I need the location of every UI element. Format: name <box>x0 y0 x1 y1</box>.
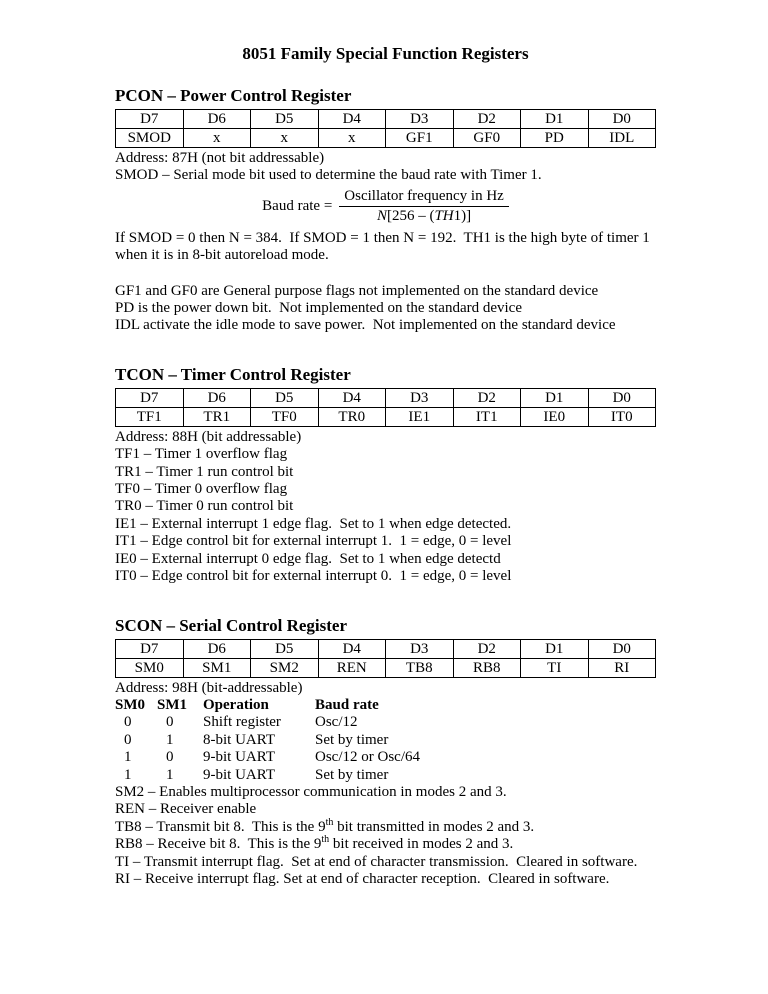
tcon-bit-desc-line: IT1 – Edge control bit for external interrupt 1. 1 = edge, 0 = level <box>115 533 512 550</box>
mode-cell: Set by timer <box>315 731 389 748</box>
mode-cell: 0 <box>124 714 132 731</box>
ordinal-superscript: th <box>321 834 330 846</box>
sm2-description-line: SM2 – Enables multiprocessor communication in modes 2 and 3. <box>115 783 507 800</box>
mode-cell: 0 <box>124 731 132 748</box>
bit-cell: D5 <box>251 110 319 129</box>
pcon-address-line: Address: 87H (not bit addressable) <box>115 150 325 166</box>
pcon-bit-name-row <box>116 129 656 148</box>
smod-if-line-2: when it is in 8-bit autoreload mode. <box>115 247 329 264</box>
tcon-bit-desc-line: TR1 – Timer 1 run control bit <box>115 463 294 480</box>
mode-cell: 0 <box>166 749 174 766</box>
bit-cell: D2 <box>453 639 521 658</box>
mode-cell: 1 <box>166 766 174 783</box>
bit-cell: D3 <box>386 639 454 658</box>
ren-description-line: REN – Receiver enable <box>115 801 257 818</box>
ordinal-superscript: th <box>325 816 334 828</box>
tb8-description-line: TB8 – Transmit bit 8. This is the 9th bit transmitted in modes 2 and 3. <box>115 816 535 835</box>
bit-cell: D5 <box>251 388 319 407</box>
bit-name-cell: RB8 <box>453 658 521 677</box>
section-scon <box>115 616 656 889</box>
bit-name-cell: SM1 <box>183 658 251 677</box>
bit-cell: D0 <box>588 639 656 658</box>
bit-name-cell: x <box>251 129 319 148</box>
bit-cell: D2 <box>453 388 521 407</box>
bit-name-cell: IDL <box>588 129 656 148</box>
rb8-description-line: RB8 – Receive bit 8. This is the 9th bit received in modes 2 and 3. <box>115 834 514 853</box>
mode-cell: 1 <box>124 749 132 766</box>
scon-address-line: Address: 98H (bit-addressable) <box>115 679 303 696</box>
bit-name-cell: REN <box>318 658 386 677</box>
bit-name-cell: TB8 <box>386 658 454 677</box>
bit-name-cell: TF0 <box>251 407 319 426</box>
bit-name-cell: TR1 <box>183 407 251 426</box>
tcon-bit-desc-line: IE1 – External interrupt 1 edge flag. Set to 1 when edge detected. <box>115 515 512 532</box>
tcon-heading: TCON – Timer Control Register <box>115 364 351 384</box>
tcon-bit-desc-line: IE0 – External interrupt 0 edge flag. Set to 1 when edge detectd <box>115 550 501 567</box>
bit-cell: D0 <box>588 110 656 129</box>
bit-cell: D5 <box>251 639 319 658</box>
mode-table-row <box>115 732 656 749</box>
scon-bit-header-row <box>116 639 656 658</box>
baud-rate-formula <box>115 188 656 225</box>
bit-name-cell: SMOD <box>116 129 184 148</box>
mode-cell: 1 <box>124 766 132 783</box>
bit-cell: D1 <box>521 639 589 658</box>
bit-name-cell: TI <box>521 658 589 677</box>
scon-heading: SCON – Serial Control Register <box>115 615 347 635</box>
bit-cell: D4 <box>318 388 386 407</box>
scon-bit-name-row <box>116 658 656 677</box>
mode-header-sm0: SM0 <box>115 696 145 713</box>
tcon-bit-desc-line: IT0 – Edge control bit for external interrupt 0. 1 = edge, 0 = level <box>115 568 512 585</box>
mode-cell: Set by timer <box>315 766 389 783</box>
bit-name-cell: RI <box>588 658 656 677</box>
mode-table-row <box>115 714 656 731</box>
ri-description-line: RI – Receive interrupt flag. Set at end of character reception. Cleared in software. <box>115 870 610 887</box>
mode-cell: 0 <box>166 714 174 731</box>
pd-bit-line: PD is the power down bit. Not implemented on the standard device <box>115 300 522 317</box>
bit-name-cell: x <box>183 129 251 148</box>
tcon-bit-desc-line: TF0 – Timer 0 overflow flag <box>115 481 288 498</box>
scon-register-table <box>115 639 656 678</box>
gf-flags-line: GF1 and GF0 are General purpose flags not implemented on the standard device <box>115 282 599 299</box>
bit-cell: D6 <box>183 639 251 658</box>
pcon-register-table <box>115 109 656 148</box>
ti-description-line: TI – Transmit interrupt flag. Set at end of character transmission. Cleared in software. <box>115 853 638 870</box>
mode-cell: 1 <box>166 731 174 748</box>
tcon-address-line: Address: 88H (bit addressable) <box>115 428 302 445</box>
section-pcon <box>115 86 656 335</box>
bit-cell: D0 <box>588 388 656 407</box>
mode-header-sm1: SM1 <box>157 696 187 713</box>
tcon-register-table <box>115 388 656 427</box>
mode-header-operation: Operation <box>203 696 269 713</box>
bit-cell: D7 <box>116 110 184 129</box>
formula-numerator: Oscillator frequency in Hz <box>344 187 504 204</box>
bit-name-cell: IE0 <box>521 407 589 426</box>
bit-name-cell: GF1 <box>386 129 454 148</box>
bit-name-cell: TR0 <box>318 407 386 426</box>
bit-cell: D2 <box>453 110 521 129</box>
mode-cell: Osc/12 or Osc/64 <box>315 749 420 766</box>
mode-table-header-row <box>115 697 656 714</box>
pcon-bit-header-row <box>116 110 656 129</box>
document-title: 8051 Family Special Function Registers <box>242 44 529 63</box>
bit-name-cell: PD <box>521 129 589 148</box>
bit-name-cell: IT1 <box>453 407 521 426</box>
formula-lhs: Baud rate = <box>262 197 333 214</box>
mode-table-row <box>115 749 656 766</box>
tcon-bit-header-row <box>116 388 656 407</box>
smod-description-line: SMOD – Serial mode bit used to determine the baud rate with Timer 1. <box>115 167 542 184</box>
tcon-bit-desc-line: TF1 – Timer 1 overflow flag <box>115 446 288 463</box>
mode-cell: 9-bit UART <box>203 749 276 766</box>
bit-cell: D1 <box>521 110 589 129</box>
mode-cell: Osc/12 <box>315 714 358 731</box>
mode-cell: 9-bit UART <box>203 766 276 783</box>
bit-name-cell: x <box>318 129 386 148</box>
bit-name-cell: IE1 <box>386 407 454 426</box>
tcon-bit-name-row <box>116 407 656 426</box>
bit-cell: D3 <box>386 110 454 129</box>
section-tcon <box>115 365 656 586</box>
bit-name-cell: IT0 <box>588 407 656 426</box>
bit-cell: D6 <box>183 388 251 407</box>
idl-bit-line: IDL activate the idle mode to save power. Not implemented on the standard device <box>115 317 616 334</box>
bit-name-cell: SM0 <box>116 658 184 677</box>
bit-cell: D4 <box>318 110 386 129</box>
bit-name-cell: GF0 <box>453 129 521 148</box>
bit-name-cell: TF1 <box>116 407 184 426</box>
tcon-bit-desc-line: TR0 – Timer 0 run control bit <box>115 498 294 515</box>
bit-cell: D7 <box>116 639 184 658</box>
mode-cell: Shift register <box>203 714 281 731</box>
mode-cell: 8-bit UART <box>203 731 276 748</box>
bit-name-cell: SM2 <box>251 658 319 677</box>
bit-cell: D3 <box>386 388 454 407</box>
mode-table-row <box>115 767 656 784</box>
formula-fraction <box>339 188 509 225</box>
bit-cell: D7 <box>116 388 184 407</box>
bit-cell: D4 <box>318 639 386 658</box>
formula-denominator: N[256 – (TH1)] <box>339 206 509 225</box>
pcon-heading: PCON – Power Control Register <box>115 86 352 105</box>
bit-cell: D6 <box>183 110 251 129</box>
smod-if-line-1: If SMOD = 0 then N = 384. If SMOD = 1 then N = 192. TH1 is the high byte of timer 1 <box>115 229 650 246</box>
mode-header-baud-rate: Baud rate <box>315 696 379 713</box>
bit-cell: D1 <box>521 388 589 407</box>
